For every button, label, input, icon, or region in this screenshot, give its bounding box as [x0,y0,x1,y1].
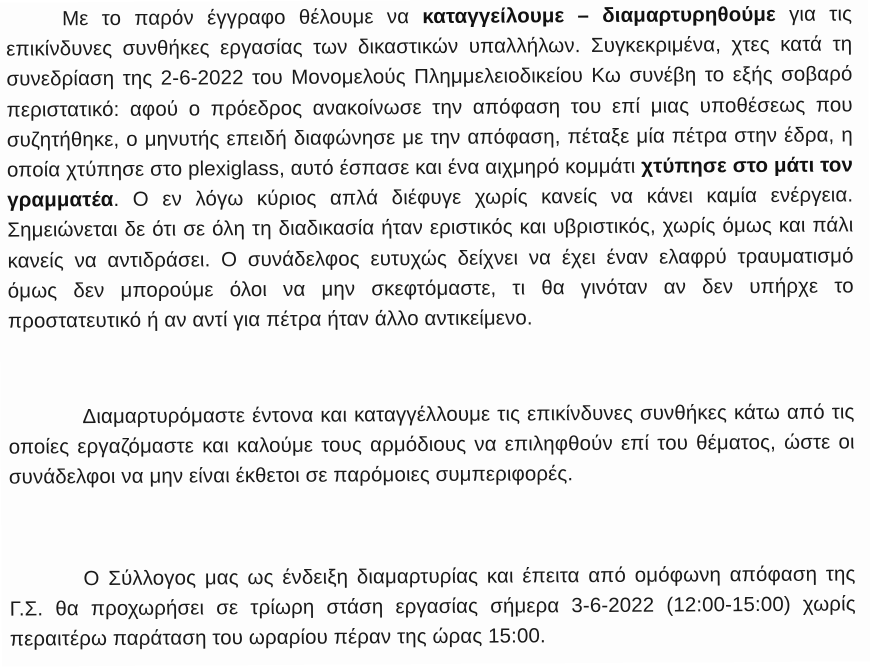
paragraph1-text-part3: . Ο εν λόγω κύριος απλά διέφυγε χωρίς κανείς να κάνει καμία ενέργεια. Σημειώνεται δε ότι σε όλη τη διαδικασία ήταν εριστικός και υβριστικός, χωρίς όμως και πάλι κανείς να αντιδράσει. Ο συνάδελφος ευτυχώς δείχνει να έχει έναν ελαφρύ τραυματισμό όμως δεν μπορούμε όλοι να μην σκεφτόμαστε, τι θα γινόταν αν δεν υπήρχε το προστατευτικό ή αν αντί για πέτρα ήταν άλλο αντικείμενο. [7,183,854,333]
paragraph1-bold-injury: χτύπησε στο μάτι τον γραμματέα [7,153,854,212]
paragraph1-text-part2: για τις επικίνδυνες συνθήκες εργασίας των δικαστικών υπαλλήλων. Συγκεκριμένα, χτες κατά τη συνεδρίαση της 2-6-2022 του Μονομελούς Πλημμελειοδικείου Κω συνέβη το εξής σοβαρό περιστατικό: αφού ο πρόεδρος ανακοίνωσε την απόφαση του επί μιας υποθέσεως που συζητήθηκε, ο μηνυτής επειδή διαφώνησε με την απόφαση, πέταξε μία πέτρα στην έδρα, η οποία χτύπησε στο plexiglass, αυτό έσπασε και ένα αιχμηρό κομμάτι [6,2,853,182]
paragraph-protest: Διαμαρτυρόμαστε έντονα και καταγγέλλουμε τις επικίνδυνες συνθήκες κάτω από τις οποίες εργαζόμαστε και καλούμε τους αρμόδιους να επιληφθούν επί του θέματος, ώστε οι συνάδελφοι να μην είναι έκθετοι σε παρόμοιες συμπεριφορές. [8,400,855,490]
paragraph1-bold-denounce: καταγγείλουμε – διαμαρτυρηθούμε [422,2,776,29]
paragraph-work-stoppage: Ο Σύλλογος μας ως ένδειξη διαμαρτυρίας και έπειτα από ομόφωνη απόφαση της Γ.Σ. θα προχωρήσει σε τρίωρη στάση εργασίας σήμερα 3-6-2022 (12:00-15:00) χωρίς περαιτέρω παράταση του ωραρίου πέραν της ώρας 15:00. [9,562,856,652]
paragraph-incident-report [6,0,854,337]
paragraph1-text-part1: Με το παρόν έγγραφο θέλουμε να [62,5,423,31]
